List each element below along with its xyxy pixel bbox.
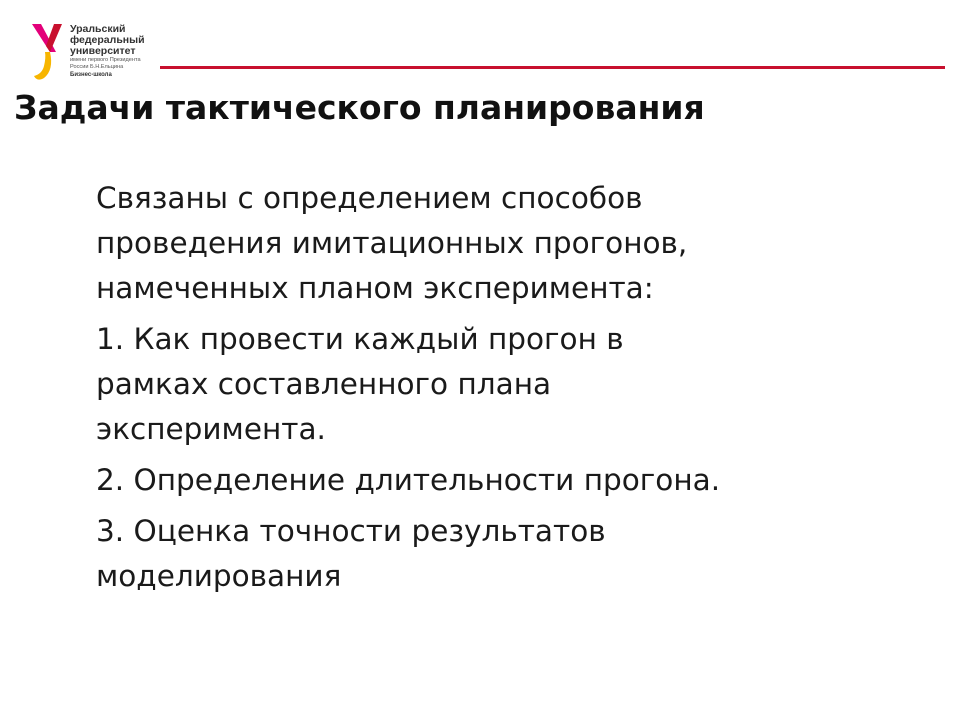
- text-line: 1. Как провести каждый прогон в: [96, 322, 624, 356]
- list-item: [96, 317, 906, 452]
- logo-subtitle: имени первого Президента: [70, 57, 141, 63]
- logo-school: Бизнес-школа: [70, 72, 112, 78]
- text-line: 2. Определение длительности прогона.: [96, 463, 721, 497]
- text-line: рамках составленного плана: [96, 367, 552, 401]
- logo-subtitle: России Б.Н.Ельцина: [70, 64, 124, 70]
- intro-paragraph: [96, 176, 906, 311]
- text-line: проведения имитационных прогонов,: [96, 226, 688, 260]
- ural-federal-university-logo-mark: [28, 22, 64, 82]
- slide-title: Задачи тактического планирования: [14, 88, 705, 127]
- text-line: Связаны с определением способов: [96, 181, 643, 215]
- text-line: моделирования: [96, 559, 342, 593]
- logo-line: Уральский: [70, 23, 126, 35]
- text-line: намеченных планом эксперимента:: [96, 271, 654, 305]
- logo-text: [70, 24, 180, 79]
- slide-body: [96, 176, 906, 605]
- text-line: 3. Оценка точности результатов: [96, 514, 606, 548]
- text-line: эксперимента.: [96, 412, 326, 446]
- logo-line: федеральный: [70, 34, 145, 46]
- university-logo: [28, 22, 168, 82]
- list-item: [96, 509, 906, 599]
- logo-line: университет: [70, 45, 136, 57]
- header-divider: [160, 66, 945, 69]
- list-item: [96, 458, 906, 503]
